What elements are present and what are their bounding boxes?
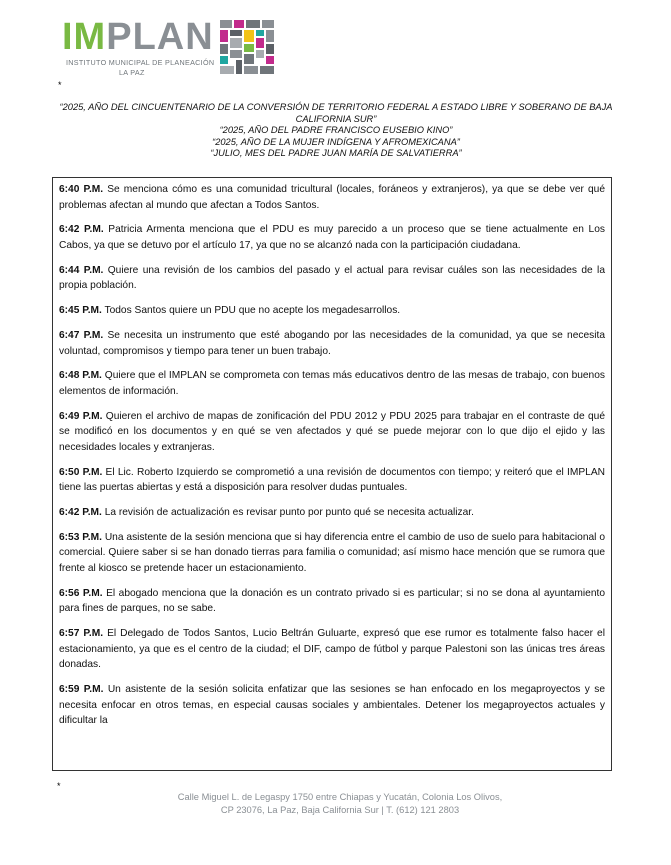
decree-line: “2025, AÑO DE LA MUJER INDÍGENA Y AFROMEXICANA” — [212, 136, 460, 147]
entry-time: 6:42 P.M. — [59, 507, 102, 518]
entry-text: El Lic. Roberto Izquierdo se comprometió a una revisión de documentos con tiempo; y reiteró que el IMPLAN tiene las puertas abiertas y está a disposición para resolver dudas puntuales. — [59, 466, 605, 494]
minutes-box — [52, 177, 612, 771]
entry-text: Todos Santos quiere un PDU que no acepte los megadesarrollos. — [101, 305, 401, 317]
minutes-entry — [59, 328, 605, 359]
entry-text: Se necesita un instrumento que esté abogando por las necesidades de la comunidad, ya que se necesita voluntad, compromisos y tiempo para tener un buen trabajo. — [59, 329, 605, 357]
entry-text: Quiere una revisión de los cambios del pasado y el actual para revisar cuáles son las necesidades de la propia población. — [59, 264, 605, 292]
entry-text: La revisión de actualización es revisar punto por punto qué se necesita actualizar. — [101, 507, 474, 518]
minutes-entry — [59, 263, 605, 294]
decree-line: “JULIO, MES DEL PADRE JUAN MARÍA DE SALVATIERRA” — [210, 148, 462, 158]
entry-time: 6:42 P.M. — [59, 224, 104, 236]
entry-time: 6:49 P.M. — [59, 410, 103, 422]
minutes-entry — [59, 586, 605, 617]
minutes-entry — [59, 530, 605, 577]
entry-text: Patricia Armenta menciona que el PDU es muy parecido a un proceso que se tiene actualmente en Los Cabos, ya que se detuvo por el artículo 17, ya que no se alcanzó nada con la participación ciudadana. — [59, 224, 605, 251]
decree-line: “2025, AÑO DEL CINCUENTENARIO DE LA CONVERSIÓN DE TERRITORIO FEDERAL A ESTADO LIBRE Y SOBERANO DE BAJA CALIFORNIA SUR” — [59, 102, 613, 124]
logo-wordmark — [62, 18, 214, 56]
entry-text: Quiere que el IMPLAN se comprometa con temas más educativos dentro de las mesas de trabajo, con buenos elementos de información. — [59, 370, 605, 397]
logo-city: LA PAZ — [119, 68, 145, 77]
minutes-entry — [59, 303, 605, 319]
entry-time: 6:40 P.M. — [59, 184, 104, 195]
official-decrees — [40, 102, 632, 160]
logo-wordmark-im: IM — [62, 16, 107, 58]
implan-logo — [62, 18, 282, 78]
entry-text: Un asistente de la sesión solicita enfatizar que las sesiones se han enfocado en los megaproyectos y se necesita enfocar en otros temas, en especial causas sociales y ambientales. Detener los megaproyectos actuales y dificultar la — [59, 684, 605, 727]
minutes-entry — [59, 682, 605, 729]
entry-text: Se menciona cómo es una comunidad tricultural (locales, foráneos y extranjeros), ya que se debe ver qué problemas afectan al mundo que afectan a Todos Santos. — [59, 184, 605, 211]
logo-subtitle: INSTITUTO MUNICIPAL DE PLANEACIÓN — [66, 58, 215, 67]
entry-time: 6:53 P.M. — [59, 531, 102, 543]
entry-time: 6:57 P.M. — [59, 628, 104, 640]
minutes-entry — [59, 505, 605, 521]
entry-time: 6:44 P.M. — [59, 264, 104, 276]
page-marker-bottom: * — [57, 781, 61, 791]
entry-time: 6:47 P.M. — [59, 329, 104, 341]
footer-address: Calle Miguel L. de Legaspy 1750 entre Chiapas y Yucatán, Colonia Los Olivos, — [177, 792, 503, 802]
decree-line: “2025, AÑO DEL PADRE FRANCISCO EUSEBIO KINO” — [219, 125, 453, 135]
entry-text: Quieren el archivo de mapas de zonificación del PDU 2012 y PDU 2025 para trabajar en el contraste de qué se modificó en los documentos y en qué se ven afectados y qué se puede mejorar con lo que dijo el ejido y las necesidades locales y extranjeras. — [59, 410, 605, 453]
entry-time: 6:56 P.M. — [59, 587, 103, 599]
entry-text: El Delegado de Todos Santos, Lucio Beltrán Guluarte, expresó que ese rumor es totalmente falso hacer el estacionamiento, ya que es el centro de la ciudad; el DIF, campo de fútbol y parque Palestoni son las únicas tres áreas donadas. — [59, 628, 605, 671]
page-footer — [60, 791, 620, 817]
minutes-entry — [59, 465, 605, 496]
entry-time: 6:48 P.M. — [59, 370, 102, 382]
minutes-entry — [59, 222, 605, 253]
minutes-entry — [59, 626, 605, 673]
entry-text: El abogado menciona que la donación es un contrato privado si es particular; si no se dona al ayuntamiento para fines de parques, no se sabe. — [59, 587, 605, 615]
logo-mosaic-icon — [220, 20, 276, 76]
minutes-entry — [59, 368, 605, 399]
page-marker-top: * — [58, 80, 62, 90]
entry-time: 6:45 P.M. — [59, 305, 102, 317]
minutes-entry — [59, 409, 605, 456]
minutes-entry — [59, 182, 605, 213]
logo-wordmark-plan: PLAN — [106, 16, 214, 58]
entry-text: Una asistente de la sesión menciona que si hay diferencia entre el cambio de uso de suelo para habitacional o comercial. Quiere saber si se han donado tierras para familia o comunidad; así mismo hace mención que se rumora que frente al kiosco se pretende hacer un estacionamiento. — [59, 531, 605, 574]
entry-time: 6:59 P.M. — [59, 684, 104, 696]
footer-contact: CP 23076, La Paz, Baja California Sur | T. (612) 121 2803 — [220, 805, 460, 815]
entry-time: 6:50 P.M. — [59, 466, 103, 478]
